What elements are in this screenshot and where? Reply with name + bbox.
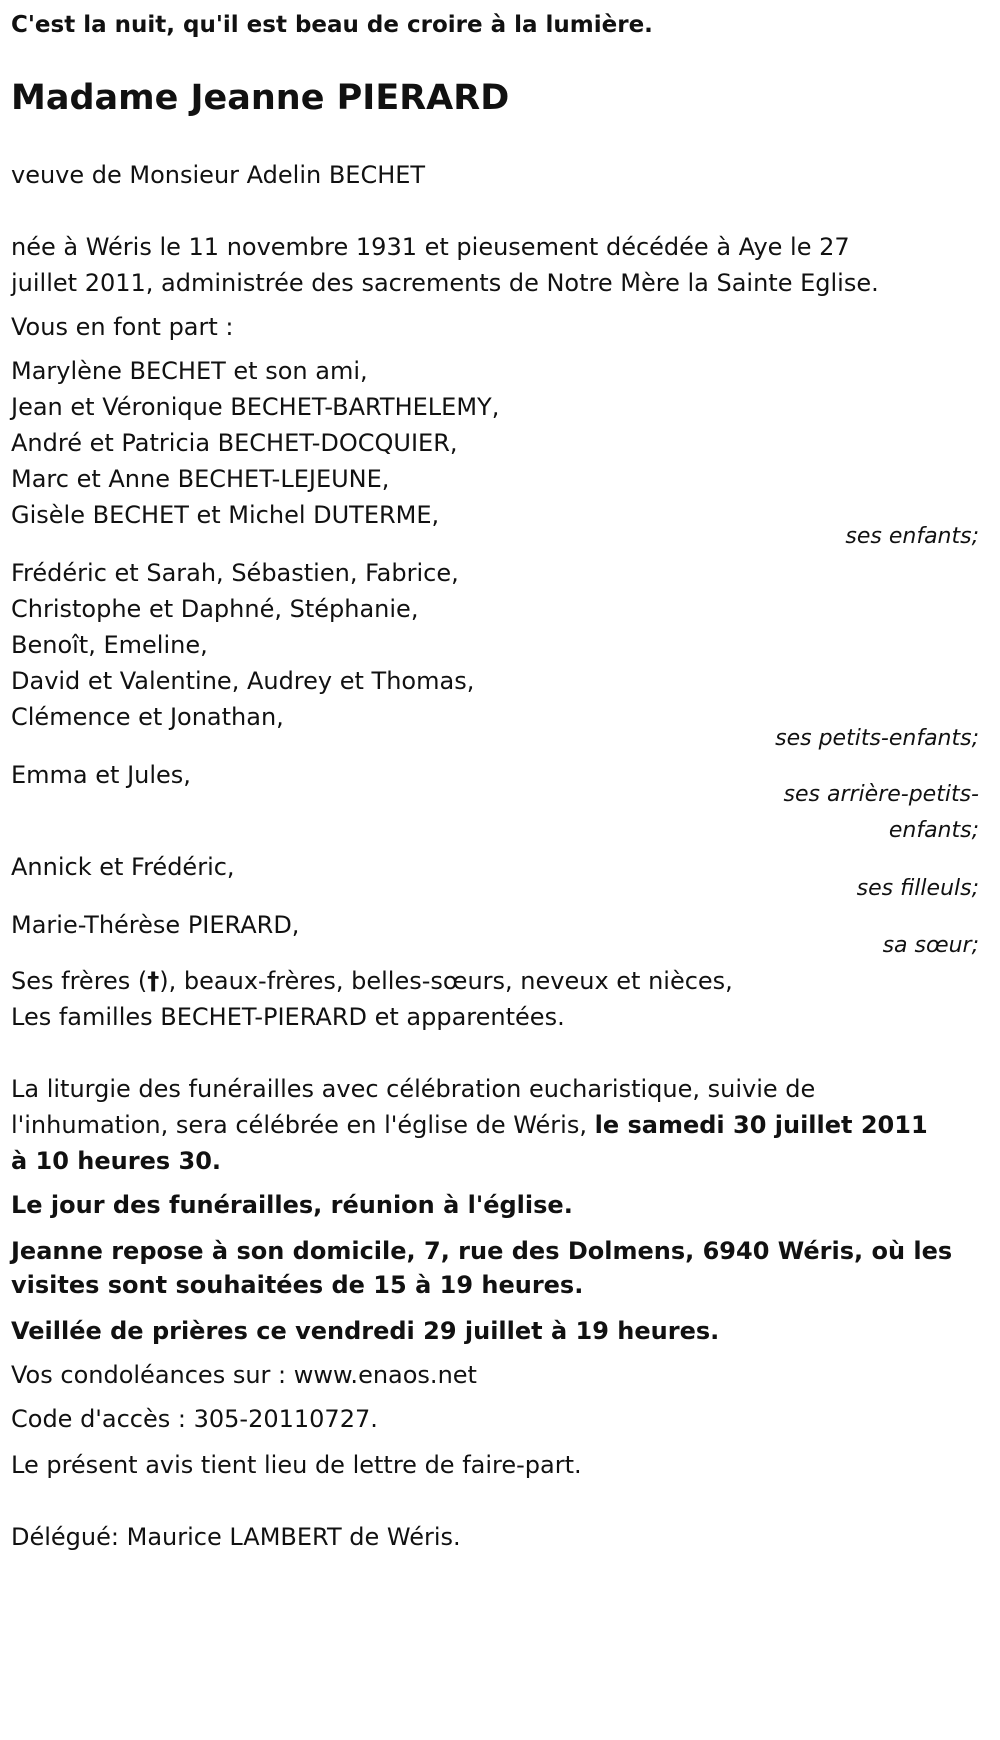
- godchildren-name: Annick et Frédéric,: [11, 853, 235, 881]
- funeral-time: à 10 heures 30.: [11, 1147, 222, 1175]
- funeral-line-2: [11, 1106, 928, 1144]
- grandchildren-name: Clémence et Jonathan,: [11, 703, 284, 731]
- children-name: Gisèle BECHET et Michel DUTERME,: [11, 501, 440, 529]
- grandchildren-relation: ses petits-enfants;: [775, 726, 979, 751]
- godchildren-relation: ses filleuls;: [856, 876, 979, 901]
- vigil-line: Veillée de prières ce vendredi 29 juillet à 19 heures.: [11, 1317, 720, 1345]
- visits-line-1: Jeanne repose à son domicile, 7, rue des Dolmens, 6940 Wéris, où les: [11, 1237, 953, 1265]
- sister-name: Marie-Thérèse PIERARD,: [11, 911, 300, 939]
- sister-relation: sa sœur;: [882, 933, 979, 958]
- notice-line: Le présent avis tient lieu de lettre de faire-part.: [11, 1451, 582, 1479]
- visits-line-2: visites sont souhaitées de 15 à 19 heures.: [11, 1271, 584, 1299]
- children-name: André et Patricia BECHET-DOCQUIER,: [11, 429, 458, 457]
- grandchildren-name: David et Valentine, Audrey et Thomas,: [11, 667, 475, 695]
- announce-line: Vous en font part :: [11, 313, 234, 341]
- funeral-line-2-plain: l'inhumation, sera célébrée en l'église de Wéris,: [11, 1111, 595, 1139]
- grandchildren-name: Frédéric et Sarah, Sébastien, Fabrice,: [11, 559, 459, 587]
- spouse-line: veuve de Monsieur Adelin BECHET: [11, 161, 426, 189]
- family-line-1: [11, 962, 733, 1000]
- great-grandchildren-relation-line-2: enfants;: [888, 818, 979, 843]
- family-line-1-after: ), beaux-frères, belles-sœurs, neveux et nièces,: [159, 967, 733, 995]
- children-relation: ses enfants;: [845, 524, 979, 549]
- birth-death-line-2: juillet 2011, administrée des sacrements de Notre Mère la Sainte Eglise.: [11, 269, 879, 297]
- page-title: Madame Jeanne PIERARD: [11, 78, 510, 118]
- birth-death-line-1: née à Wéris le 11 novembre 1931 et pieusement décédée à Aye le 27: [11, 233, 850, 261]
- family-line-2: Les familles BECHET-PIERARD et apparentées.: [11, 1003, 565, 1031]
- condolences-line: Vos condoléances sur : www.enaos.net: [11, 1361, 477, 1389]
- children-name: Jean et Véronique BECHET-BARTHELEMY,: [11, 393, 500, 421]
- meeting-line: Le jour des funérailles, réunion à l'église.: [11, 1191, 573, 1219]
- access-code-line: Code d'accès : 305-20110727.: [11, 1405, 378, 1433]
- motto: C'est la nuit, qu'il est beau de croire à la lumière.: [11, 12, 653, 38]
- funeral-date: le samedi 30 juillet 2011: [594, 1111, 928, 1139]
- cross-icon: †: [147, 967, 160, 995]
- grandchildren-name: Benoît, Emeline,: [11, 631, 208, 659]
- great-grandchildren-relation-line-1: ses arrière-petits-: [783, 782, 979, 807]
- children-name: Marylène BECHET et son ami,: [11, 357, 368, 385]
- children-name: Marc et Anne BECHET-LEJEUNE,: [11, 465, 390, 493]
- great-grandchildren-name: Emma et Jules,: [11, 761, 191, 789]
- grandchildren-name: Christophe et Daphné, Stéphanie,: [11, 595, 419, 623]
- funeral-line-1: La liturgie des funérailles avec célébration eucharistique, suivie de: [11, 1075, 816, 1103]
- delegate-line: Délégué: Maurice LAMBERT de Wéris.: [11, 1523, 461, 1551]
- family-line-1-before: Ses frères (: [11, 967, 148, 995]
